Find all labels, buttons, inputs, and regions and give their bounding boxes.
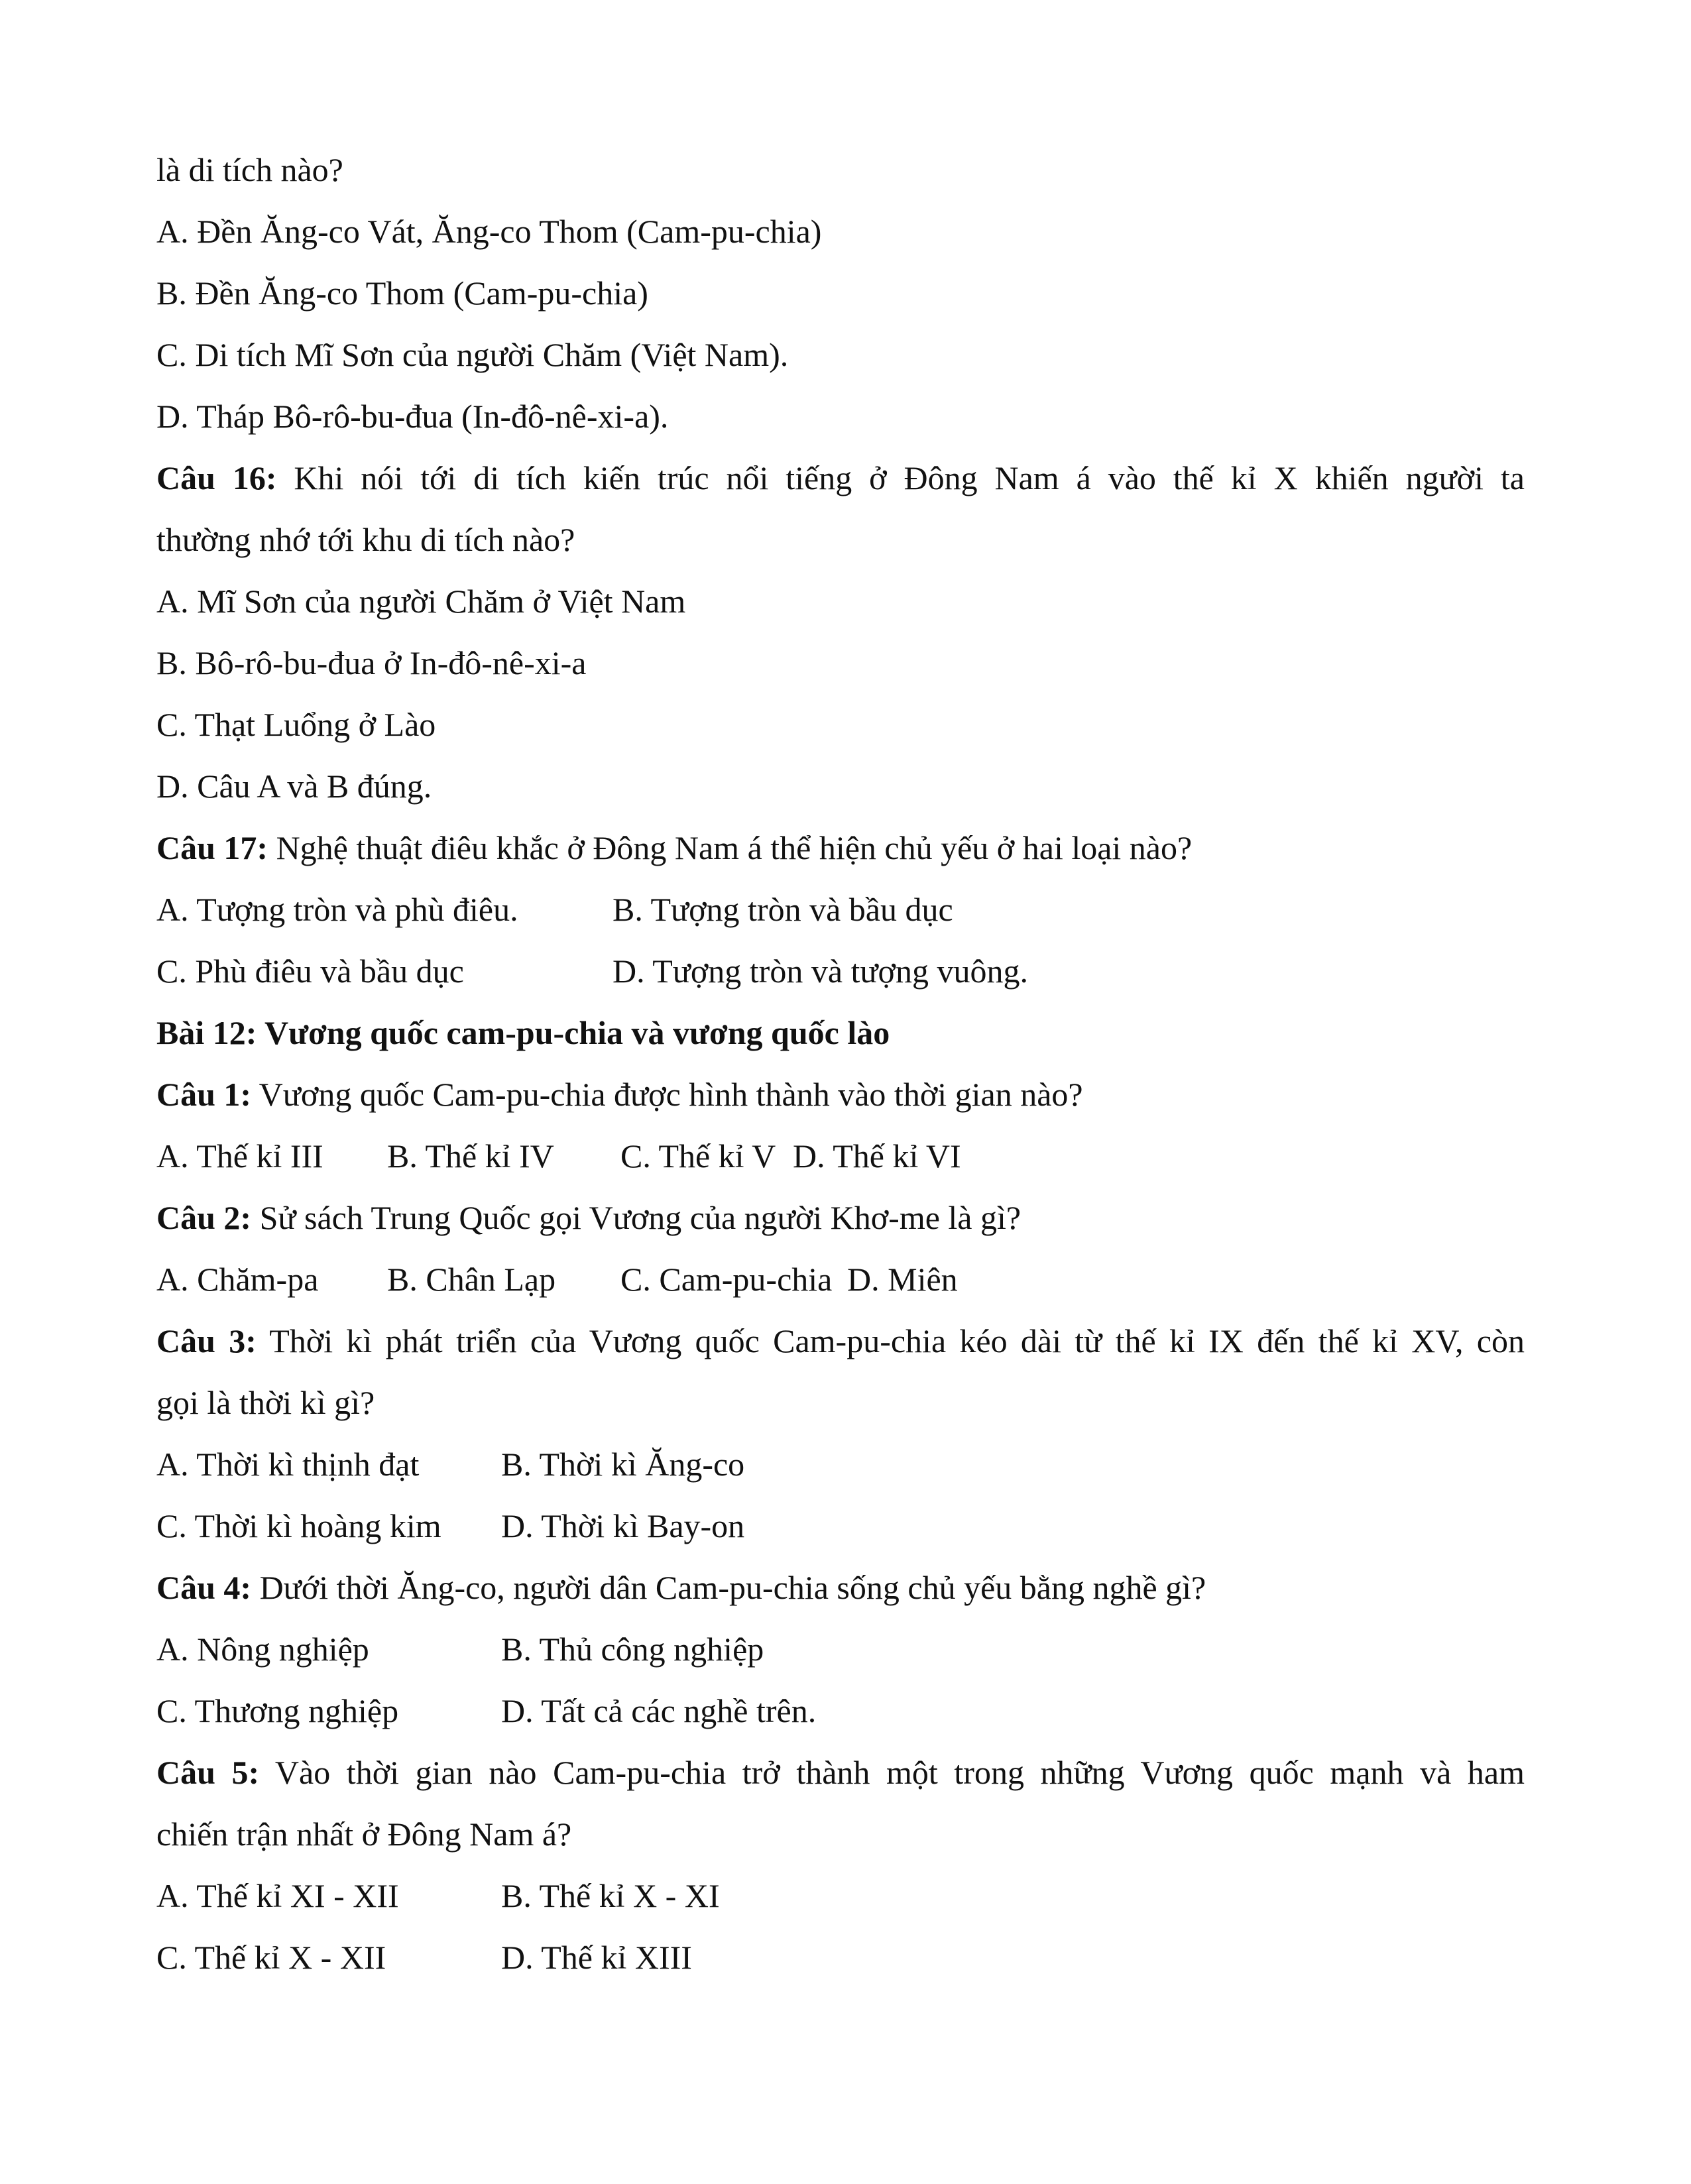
option-b: B. Bô-rô-bu-đua ở In-đô-nê-xi-a — [156, 644, 587, 681]
option-a: A. Thế kỉ XI - XII — [156, 1877, 399, 1914]
question-label: Câu 16: — [156, 459, 277, 496]
question-continuation: là di tích nào? — [156, 151, 343, 188]
question-4 — [156, 1568, 1206, 1607]
question-text: Vương quốc Cam-pu-chia được hình thành vào thời gian nào? — [251, 1076, 1083, 1113]
option-d: D. Câu A và B đúng. — [156, 768, 432, 805]
option-c: C. Phù điêu và bầu dục — [156, 952, 464, 990]
option-b: B. Thế kỉ IV — [387, 1137, 554, 1175]
option-c: C. Di tích Mĩ Sơn của người Chăm (Việt Nam). — [156, 336, 789, 373]
question-3 — [156, 1321, 1525, 1361]
question-text: Nghệ thuật điêu khắc ở Đông Nam á thể hiện chủ yếu ở hai loại nào? — [268, 829, 1193, 866]
question-17 — [156, 828, 1192, 868]
question-label: Câu 4: — [156, 1569, 252, 1606]
option-c: C. Thế kỉ V — [620, 1137, 776, 1175]
question-text: Vào thời gian nào Cam-pu-chia trở thành một trong những Vương quốc mạnh và ham — [259, 1754, 1525, 1791]
option-b: B. Thời kì Ăng-co — [501, 1446, 745, 1483]
option-a: A. Tượng tròn và phù điêu. — [156, 891, 518, 928]
option-b: B. Chân Lạp — [387, 1261, 556, 1298]
option-a: A. Thời kì thịnh đạt — [156, 1446, 420, 1483]
lesson-heading: Bài 12: Vương quốc cam-pu-chia và vương quốc lào — [156, 1014, 890, 1051]
option-d: D. Tất cả các nghề trên. — [501, 1692, 817, 1729]
question-16 — [156, 458, 1525, 498]
question-label: Câu 5: — [156, 1754, 260, 1791]
question-3-text-cont: gọi là thời kì gì? — [156, 1384, 375, 1421]
question-1 — [156, 1074, 1083, 1114]
option-d: D. Tượng tròn và tượng vuông. — [612, 952, 1028, 990]
question-label: Câu 1: — [156, 1076, 252, 1113]
question-16-text-cont: thường nhớ tới khu di tích nào? — [156, 521, 575, 558]
question-text: Sử sách Trung Quốc gọi Vương của người Khơ-me là gì? — [251, 1199, 1021, 1236]
question-2 — [156, 1198, 1021, 1237]
option-d: D. Thế kỉ XIII — [501, 1939, 692, 1976]
option-b: B. Tượng tròn và bầu dục — [612, 891, 953, 928]
option-b: B. Đền Ăng-co Thom (Cam-pu-chia) — [156, 274, 648, 312]
option-c: C. Thế kỉ X - XII — [156, 1939, 386, 1976]
question-label: Câu 3: — [156, 1322, 257, 1359]
option-b: B. Thế kỉ X - XI — [501, 1877, 720, 1914]
question-5-text-cont: chiến trận nhất ở Đông Nam á? — [156, 1815, 572, 1853]
option-a: A. Đền Ăng-co Vát, Ăng-co Thom (Cam-pu-chia) — [156, 213, 822, 250]
option-c: C. Thạt Luổng ở Lào — [156, 706, 436, 743]
question-label: Câu 17: — [156, 829, 268, 866]
question-label: Câu 2: — [156, 1199, 252, 1236]
option-b: B. Thủ công nghiệp — [501, 1631, 764, 1668]
option-a: A. Mĩ Sơn của người Chăm ở Việt Nam — [156, 583, 686, 620]
option-d: D. Tháp Bô-rô-bu-đua (In-đô-nê-xi-a). — [156, 398, 669, 435]
question-5 — [156, 1753, 1525, 1792]
question-text: Thời kì phát triển của Vương quốc Cam-pu-chia kéo dài từ thế kỉ IX đến thế kỉ XV, còn — [256, 1322, 1525, 1359]
option-c: C. Thời kì hoàng kim — [156, 1507, 441, 1544]
option-d: D. Thời kì Bay-on — [501, 1507, 745, 1544]
option-d: D. Miên — [847, 1261, 958, 1298]
option-a: A. Chăm-pa — [156, 1261, 319, 1298]
option-c: C. Cam-pu-chia — [620, 1261, 833, 1298]
option-c: C. Thương nghiệp — [156, 1692, 399, 1729]
option-d: D. Thế kỉ VI — [793, 1137, 961, 1175]
question-text: Khi nói tới di tích kiến trúc nổi tiếng ở Đông Nam á vào thế kỉ X khiến người ta — [276, 459, 1525, 496]
option-a: A. Thế kỉ III — [156, 1137, 323, 1175]
option-a: A. Nông nghiệp — [156, 1631, 369, 1668]
question-text: Dưới thời Ăng-co, người dân Cam-pu-chia sống chủ yếu bằng nghề gì? — [251, 1569, 1206, 1606]
